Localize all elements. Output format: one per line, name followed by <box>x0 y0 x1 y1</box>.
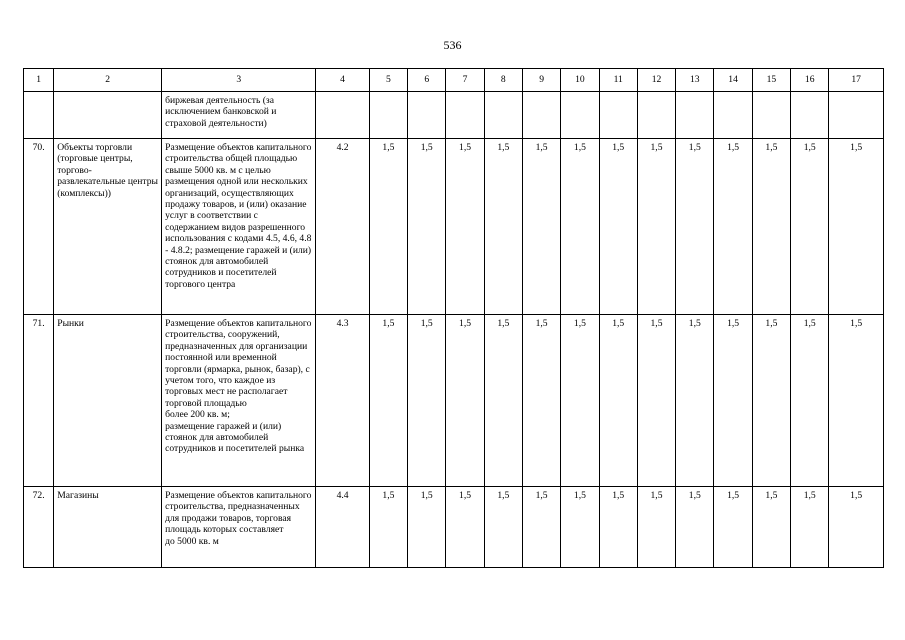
coefficient-cell <box>676 92 714 139</box>
coefficient-cell <box>829 92 884 139</box>
column-number-16: 16 <box>791 69 829 92</box>
object-name-cell: Рынки <box>54 315 162 487</box>
page-number: 536 <box>443 38 462 52</box>
coefficient-cell: 1,5 <box>599 139 637 315</box>
coefficient-cell: 1,5 <box>484 487 522 568</box>
column-number-6: 6 <box>408 69 446 92</box>
column-number-17: 17 <box>829 69 884 92</box>
coefficient-cell: 1,5 <box>637 315 675 487</box>
use-code-cell <box>316 92 369 139</box>
column-number-7: 7 <box>446 69 484 92</box>
object-name-cell: Объекты торговли (торговые центры, торгово-развлекательные центры (комплексы)) <box>54 139 162 315</box>
column-number-4: 4 <box>316 69 369 92</box>
coefficient-cell: 1,5 <box>676 315 714 487</box>
coefficient-cell <box>791 92 829 139</box>
column-number-14: 14 <box>714 69 752 92</box>
coefficient-cell: 1,5 <box>561 487 599 568</box>
coefficient-cell: 1,5 <box>791 487 829 568</box>
coefficient-cell: 1,5 <box>599 487 637 568</box>
table-row <box>24 92 884 139</box>
coefficient-cell: 1,5 <box>369 315 407 487</box>
description-cell: биржевая деятельность (за исключением банковской и страховой деятельности) <box>162 92 316 139</box>
coefficient-cell: 1,5 <box>446 315 484 487</box>
coefficient-cell: 1,5 <box>369 139 407 315</box>
coefficient-cell: 1,5 <box>599 315 637 487</box>
coefficient-cell: 1,5 <box>791 315 829 487</box>
coefficient-cell: 1,5 <box>714 139 752 315</box>
coefficient-cell <box>484 92 522 139</box>
coefficient-cell <box>522 92 560 139</box>
coefficient-cell: 1,5 <box>791 139 829 315</box>
column-number-10: 10 <box>561 69 599 92</box>
coefficient-cell: 1,5 <box>676 139 714 315</box>
coefficient-cell: 1,5 <box>829 315 884 487</box>
coefficient-cell: 1,5 <box>752 315 790 487</box>
coefficient-cell: 1,5 <box>484 139 522 315</box>
column-number-9: 9 <box>522 69 560 92</box>
coefficient-cell: 1,5 <box>561 315 599 487</box>
description-cell: Размещение объектов капитального строительства общей площадью свыше 5000 кв. м с целью размещения одной или нескольких организаций, осуществляющих продажу товаров, и (или) оказание услуг в соответствии с содержанием видов разрешенного использования с кодами 4.5, 4.6, 4.8 - 4.8.2; размещение гаражей и (или) стоянок для автомобилей сотрудников и посетителей торгового центра <box>162 139 316 315</box>
object-name-cell <box>54 92 162 139</box>
land-use-table <box>23 68 884 568</box>
coefficient-cell: 1,5 <box>637 487 675 568</box>
coefficient-cell: 1,5 <box>446 487 484 568</box>
coefficient-cell <box>408 92 446 139</box>
coefficient-cell: 1,5 <box>446 139 484 315</box>
coefficient-cell: 1,5 <box>561 139 599 315</box>
object-name-cell: Магазины <box>54 487 162 568</box>
column-number-2: 2 <box>54 69 162 92</box>
coefficient-cell: 1,5 <box>408 487 446 568</box>
coefficient-cell <box>561 92 599 139</box>
description-cell: Размещение объектов капитального строительства, сооружений, предназначенных для организации постоянной или временной торговли (ярмарка, рынок, базар), с учетом того, что каждое из торговых мест не располагает торговой площадью более 200 кв. м; размещение гаражей и (или) стоянок для автомобилей сотрудников и посетителей рынка <box>162 315 316 487</box>
table-row <box>24 487 884 568</box>
coefficient-cell <box>714 92 752 139</box>
coefficient-cell: 1,5 <box>676 487 714 568</box>
coefficient-cell: 1,5 <box>829 487 884 568</box>
coefficient-cell: 1,5 <box>408 315 446 487</box>
row-number-cell <box>24 92 54 139</box>
coefficient-cell: 1,5 <box>752 139 790 315</box>
coefficient-cell: 1,5 <box>637 139 675 315</box>
column-number-11: 11 <box>599 69 637 92</box>
coefficient-cell <box>599 92 637 139</box>
coefficient-cell <box>637 92 675 139</box>
description-cell: Размещение объектов капитального строительства, предназначенных для продажи товаров, торговая площадь которых составляет до 5000 кв. м <box>162 487 316 568</box>
coefficient-cell: 1,5 <box>522 315 560 487</box>
coefficient-cell <box>752 92 790 139</box>
column-number-5: 5 <box>369 69 407 92</box>
coefficient-cell: 1,5 <box>522 487 560 568</box>
coefficient-cell: 1,5 <box>408 139 446 315</box>
coefficient-cell: 1,5 <box>752 487 790 568</box>
column-number-header-row <box>24 69 884 92</box>
table-row <box>24 139 884 315</box>
column-number-12: 12 <box>637 69 675 92</box>
coefficient-cell: 1,5 <box>714 315 752 487</box>
row-number-cell: 72. <box>24 487 54 568</box>
use-code-cell: 4.2 <box>316 139 369 315</box>
column-number-8: 8 <box>484 69 522 92</box>
coefficient-cell <box>369 92 407 139</box>
coefficient-cell: 1,5 <box>484 315 522 487</box>
coefficient-cell: 1,5 <box>369 487 407 568</box>
coefficient-cell: 1,5 <box>714 487 752 568</box>
coefficient-cell <box>446 92 484 139</box>
coefficient-cell: 1,5 <box>522 139 560 315</box>
use-code-cell: 4.3 <box>316 315 369 487</box>
table-row <box>24 315 884 487</box>
column-number-1: 1 <box>24 69 54 92</box>
column-number-13: 13 <box>676 69 714 92</box>
column-number-15: 15 <box>752 69 790 92</box>
coefficient-cell: 1,5 <box>829 139 884 315</box>
row-number-cell: 70. <box>24 139 54 315</box>
row-number-cell: 71. <box>24 315 54 487</box>
column-number-3: 3 <box>162 69 316 92</box>
use-code-cell: 4.4 <box>316 487 369 568</box>
